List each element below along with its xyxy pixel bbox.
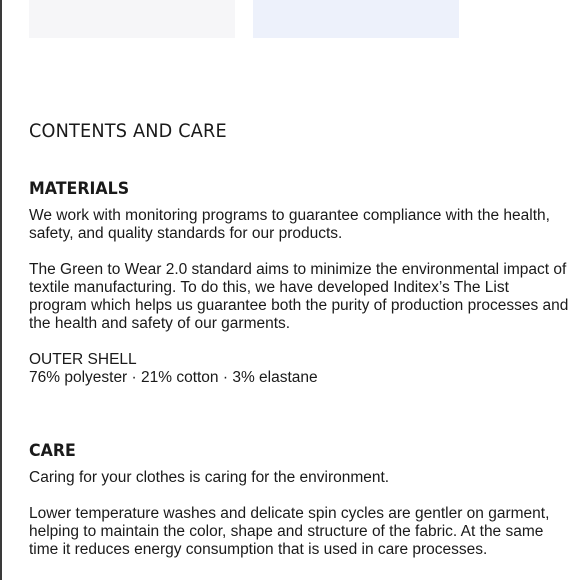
outer-shell-composition: 76% polyester · 21% cotton · 3% elastane — [29, 369, 318, 386]
care-section — [29, 437, 569, 559]
contents-and-care-title: CONTENTS AND CARE — [29, 120, 227, 142]
product-thumbnail-1[interactable] — [29, 0, 235, 38]
contents-and-care-panel — [29, 115, 569, 559]
materials-title: MATERIALS — [29, 179, 130, 199]
materials-paragraph-compliance: We work with monitoring programs to guarantee compliance with the health, safety, and quality standards for our products. — [29, 207, 550, 242]
materials-paragraph-green-to-wear: The Green to Wear 2.0 standard aims to minimize the environmental impact of textile manufacturing. To do this, we have developed Inditex’s The List program which helps us guarantee both the purity of production processes and the health and safety of our garments. — [29, 261, 569, 332]
care-title: CARE — [29, 441, 76, 461]
left-edge-border — [0, 0, 2, 580]
outer-shell-label: OUTER SHELL — [29, 351, 137, 368]
care-paragraph-environment: Caring for your clothes is caring for the environment. — [29, 469, 390, 486]
product-thumbnail-2[interactable] — [253, 0, 459, 38]
care-paragraph-low-temperature: Lower temperature washes and delicate spin cycles are gentler on garment, helping to maintain the color, shape and structure of the fabric. At the same time it reduces energy consumption that is used in care processes. — [29, 505, 550, 558]
materials-section — [29, 175, 569, 387]
